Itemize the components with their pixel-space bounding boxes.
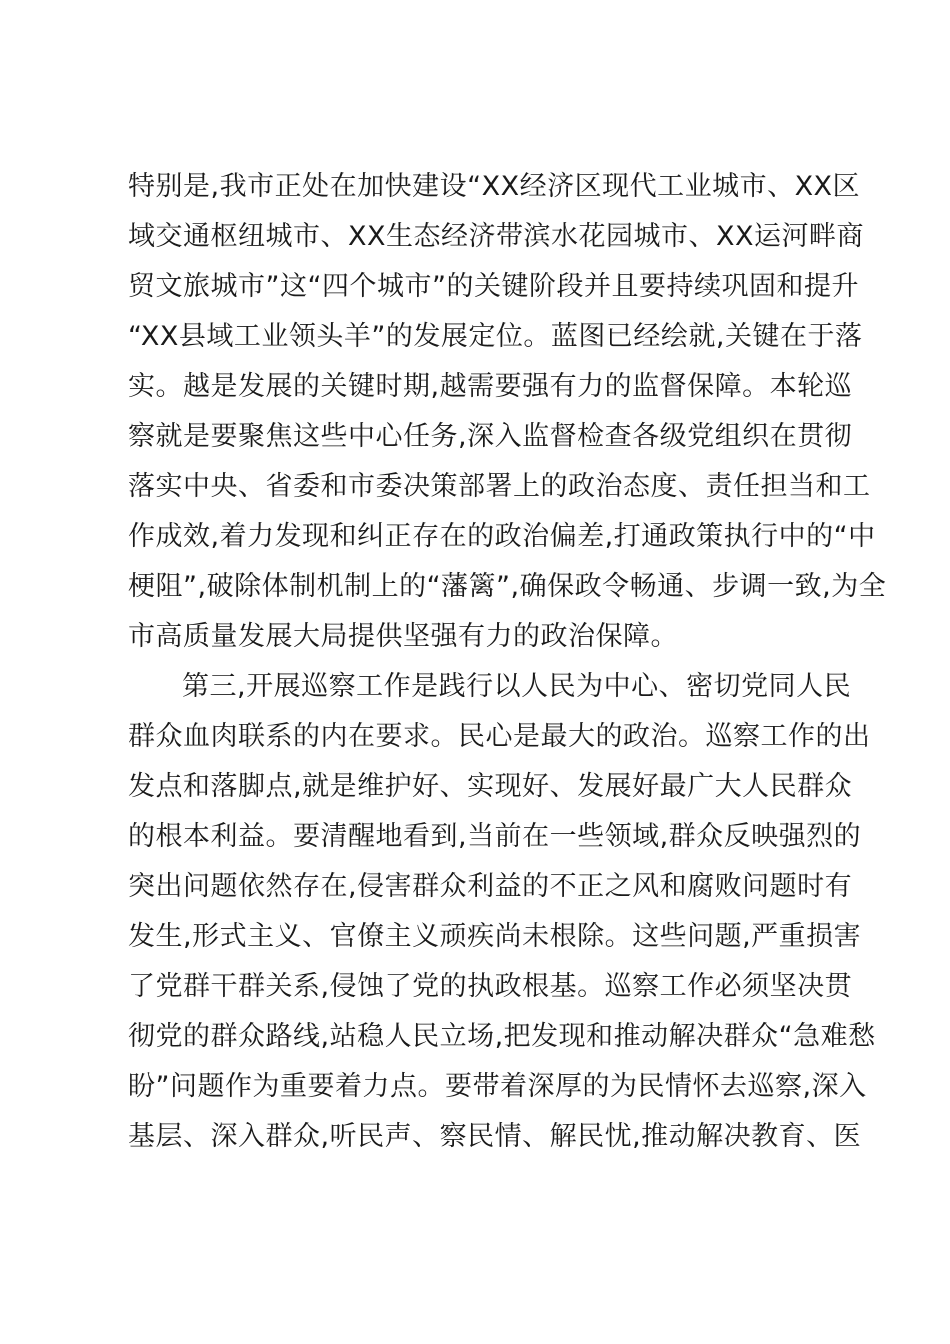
text-line: 实。越是发展的关键时期,越需要强有力的监督保障。本轮巡	[128, 371, 853, 402]
text-line: 群众血肉联系的内在要求。民心是最大的政治。巡察工作的出	[128, 721, 871, 752]
text-line: 发生,形式主义、官僚主义顽疾尚未根除。这些问题,严重损害	[128, 921, 862, 952]
text-line: 贸文旅城市”这“四个城市”的关键阶段并且要持续巩固和提升	[128, 271, 859, 302]
text-line: 落实中央、省委和市委决策部署上的政治态度、责任担当和工	[128, 471, 871, 502]
text-line: 基层、深入群众,听民声、察民情、解民忧,推动解决教育、医	[128, 1121, 862, 1152]
text-line: 突出问题依然存在,侵害群众利益的不正之风和腐败问题时有	[128, 871, 853, 902]
paragraph-third-point	[128, 662, 876, 1162]
text-line: 特别是,我市正处在加快建设“XX经济区现代工业城市、XX区	[128, 171, 861, 202]
text-line: 作成效,着力发现和纠正存在的政治偏差,打通政策执行中的“中	[128, 521, 876, 552]
text-line-indented: 第三,开展巡察工作是践行以人民为中心、密切党同人民	[182, 671, 852, 702]
text-line: 彻党的群众路线,站稳人民立场,把发现和推动解决群众“急难愁	[128, 1021, 876, 1052]
paragraph-continuation	[128, 162, 887, 662]
text-line: “XX县域工业领头羊”的发展定位。蓝图已经绘就,关键在于落	[128, 321, 863, 352]
text-line: 了党群干群关系,侵蚀了党的执政根基。巡察工作必须坚决贯	[128, 971, 853, 1002]
document-body	[128, 162, 887, 1162]
text-line: 察就是要聚焦这些中心任务,深入监督检查各级党组织在贯彻	[128, 421, 853, 452]
text-line: 发点和落脚点,就是维护好、实现好、发展好最广大人民群众	[128, 771, 853, 802]
text-line: 梗阻”,破除体制机制上的“藩篱”,确保政令畅通、步调一致,为全	[128, 571, 887, 602]
text-line: 的根本利益。要清醒地看到,当前在一些领域,群众反映强烈的	[128, 821, 862, 852]
text-line: 盼”问题作为重要着力点。要带着深厚的为民情怀去巡察,深入	[128, 1071, 867, 1102]
text-line: 域交通枢纽城市、XX生态经济带滨水花园城市、XX运河畔商	[128, 221, 864, 252]
text-line: 市高质量发展大局提供坚强有力的政治保障。	[128, 621, 678, 652]
